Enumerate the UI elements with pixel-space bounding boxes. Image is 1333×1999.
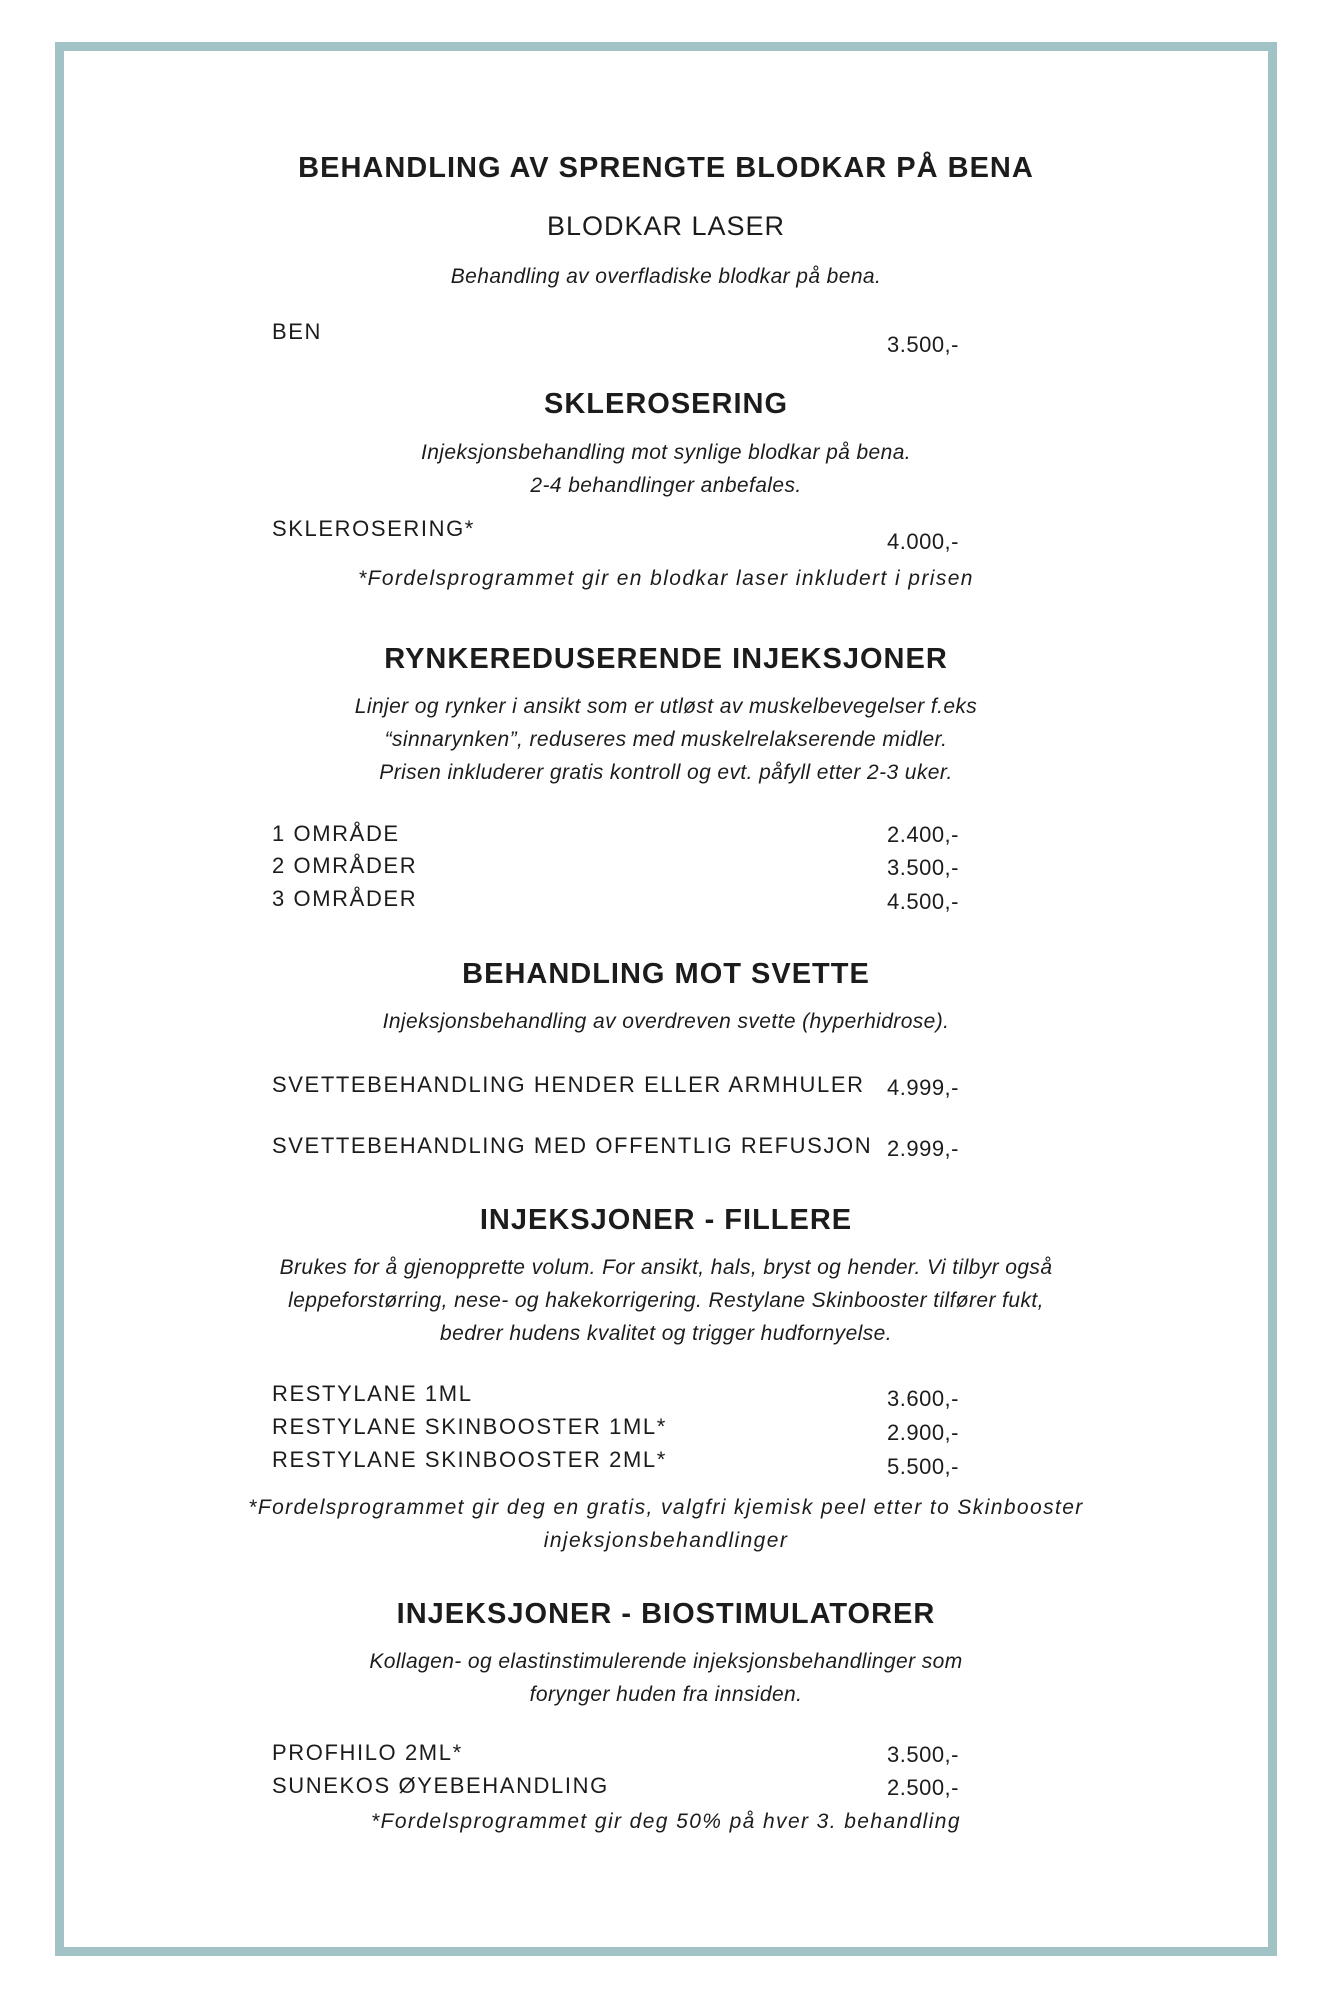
section-description-line: Brukes for å gjenopprette volum. For ansikt, hals, bryst og hender. Vi tilbyr også xyxy=(279,1256,1053,1279)
treatment-label: PROFHILO 2ML* xyxy=(272,1740,463,1765)
section-description-line: bedrer hudens kvalitet og trigger hudfornyelse. xyxy=(440,1322,892,1345)
section-subtitle: BLODKAR LASER xyxy=(546,211,786,241)
section-title: BEHANDLING MOT SVETTE xyxy=(462,958,870,990)
treatment-price: 3.500,- xyxy=(887,332,959,357)
treatment-price: 3.500,- xyxy=(887,855,959,880)
treatment-label: SVETTEBEHANDLING HENDER ELLER ARMHULER xyxy=(272,1072,865,1097)
treatment-price: 2.400,- xyxy=(887,822,959,847)
section-description-line: Prisen inkluderer gratis kontroll og evt. påfyll etter 2-3 uker. xyxy=(379,761,953,784)
section-description-line: “sinnarynken”, reduseres med muskelrelakserende midler. xyxy=(384,728,948,751)
treatment-label: RESTYLANE SKINBOOSTER 1ML* xyxy=(272,1414,667,1439)
section-title: SKLEROSERING xyxy=(543,388,789,420)
section-description-line: 2-4 behandlinger anbefales. xyxy=(530,474,802,497)
treatment-price: 5.500,- xyxy=(887,1454,959,1479)
section-title: INJEKSJONER - BIOSTIMULATORER xyxy=(396,1598,936,1630)
treatment-price: 4.000,- xyxy=(887,529,959,554)
footnote-line: *Fordelsprogrammet gir en blodkar laser inkludert i prisen xyxy=(358,567,974,590)
treatment-label: BEN xyxy=(272,319,323,344)
section-description-line: Behandling av overfladiske blodkar på bena. xyxy=(450,265,882,288)
section-description-line: leppeforstørring, nese- og hakekorrigering. Restylane Skinbooster tilfører fukt, xyxy=(288,1289,1044,1312)
section-title: BEHANDLING AV SPRENGTE BLODKAR PÅ BENA xyxy=(298,152,1034,184)
section-description-line: forynger huden fra innsiden. xyxy=(529,1683,803,1706)
treatment-price: 4.500,- xyxy=(887,889,959,914)
treatment-label: SKLEROSERING* xyxy=(272,516,475,541)
treatment-price: 2.500,- xyxy=(887,1775,959,1800)
section-description-line: Linjer og rynker i ansikt som er utløst av muskelbevegelser f.eks xyxy=(354,695,978,718)
treatment-price: 2.999,- xyxy=(887,1136,959,1161)
section-title: RYNKEREDUSERENDE INJEKSJONER xyxy=(384,643,948,675)
treatment-price: 3.500,- xyxy=(887,1742,959,1767)
treatment-price: 4.999,- xyxy=(887,1075,959,1100)
section-description-line: Injeksjonsbehandling mot synlige blodkar på bena. xyxy=(420,441,912,464)
treatment-label: 2 OMRÅDER xyxy=(272,853,418,878)
treatment-price: 3.600,- xyxy=(887,1386,959,1411)
footnote-line: injeksjonsbehandlinger xyxy=(543,1529,789,1552)
footnote-line: *Fordelsprogrammet gir deg 50% på hver 3. behandling xyxy=(371,1810,961,1833)
footnote-line: *Fordelsprogrammet gir deg en gratis, valgfri kjemisk peel etter to Skinbooster xyxy=(248,1496,1084,1519)
treatment-label: 1 OMRÅDE xyxy=(272,821,400,846)
section-title: INJEKSJONER - FILLERE xyxy=(479,1204,853,1236)
treatment-price: 2.900,- xyxy=(887,1420,959,1445)
treatment-label: RESTYLANE SKINBOOSTER 2ML* xyxy=(272,1447,667,1472)
treatment-label: RESTYLANE 1ML xyxy=(272,1381,473,1406)
treatment-label: SUNEKOS ØYEBEHANDLING xyxy=(272,1773,609,1798)
treatment-label: 3 OMRÅDER xyxy=(272,886,418,911)
section-description-line: Kollagen- og elastinstimulerende injeksjonsbehandlinger som xyxy=(369,1650,963,1673)
section-description-line: Injeksjonsbehandling av overdreven svette (hyperhidrose). xyxy=(382,1010,950,1033)
treatment-label: SVETTEBEHANDLING MED OFFENTLIG REFUSJON xyxy=(272,1133,873,1158)
